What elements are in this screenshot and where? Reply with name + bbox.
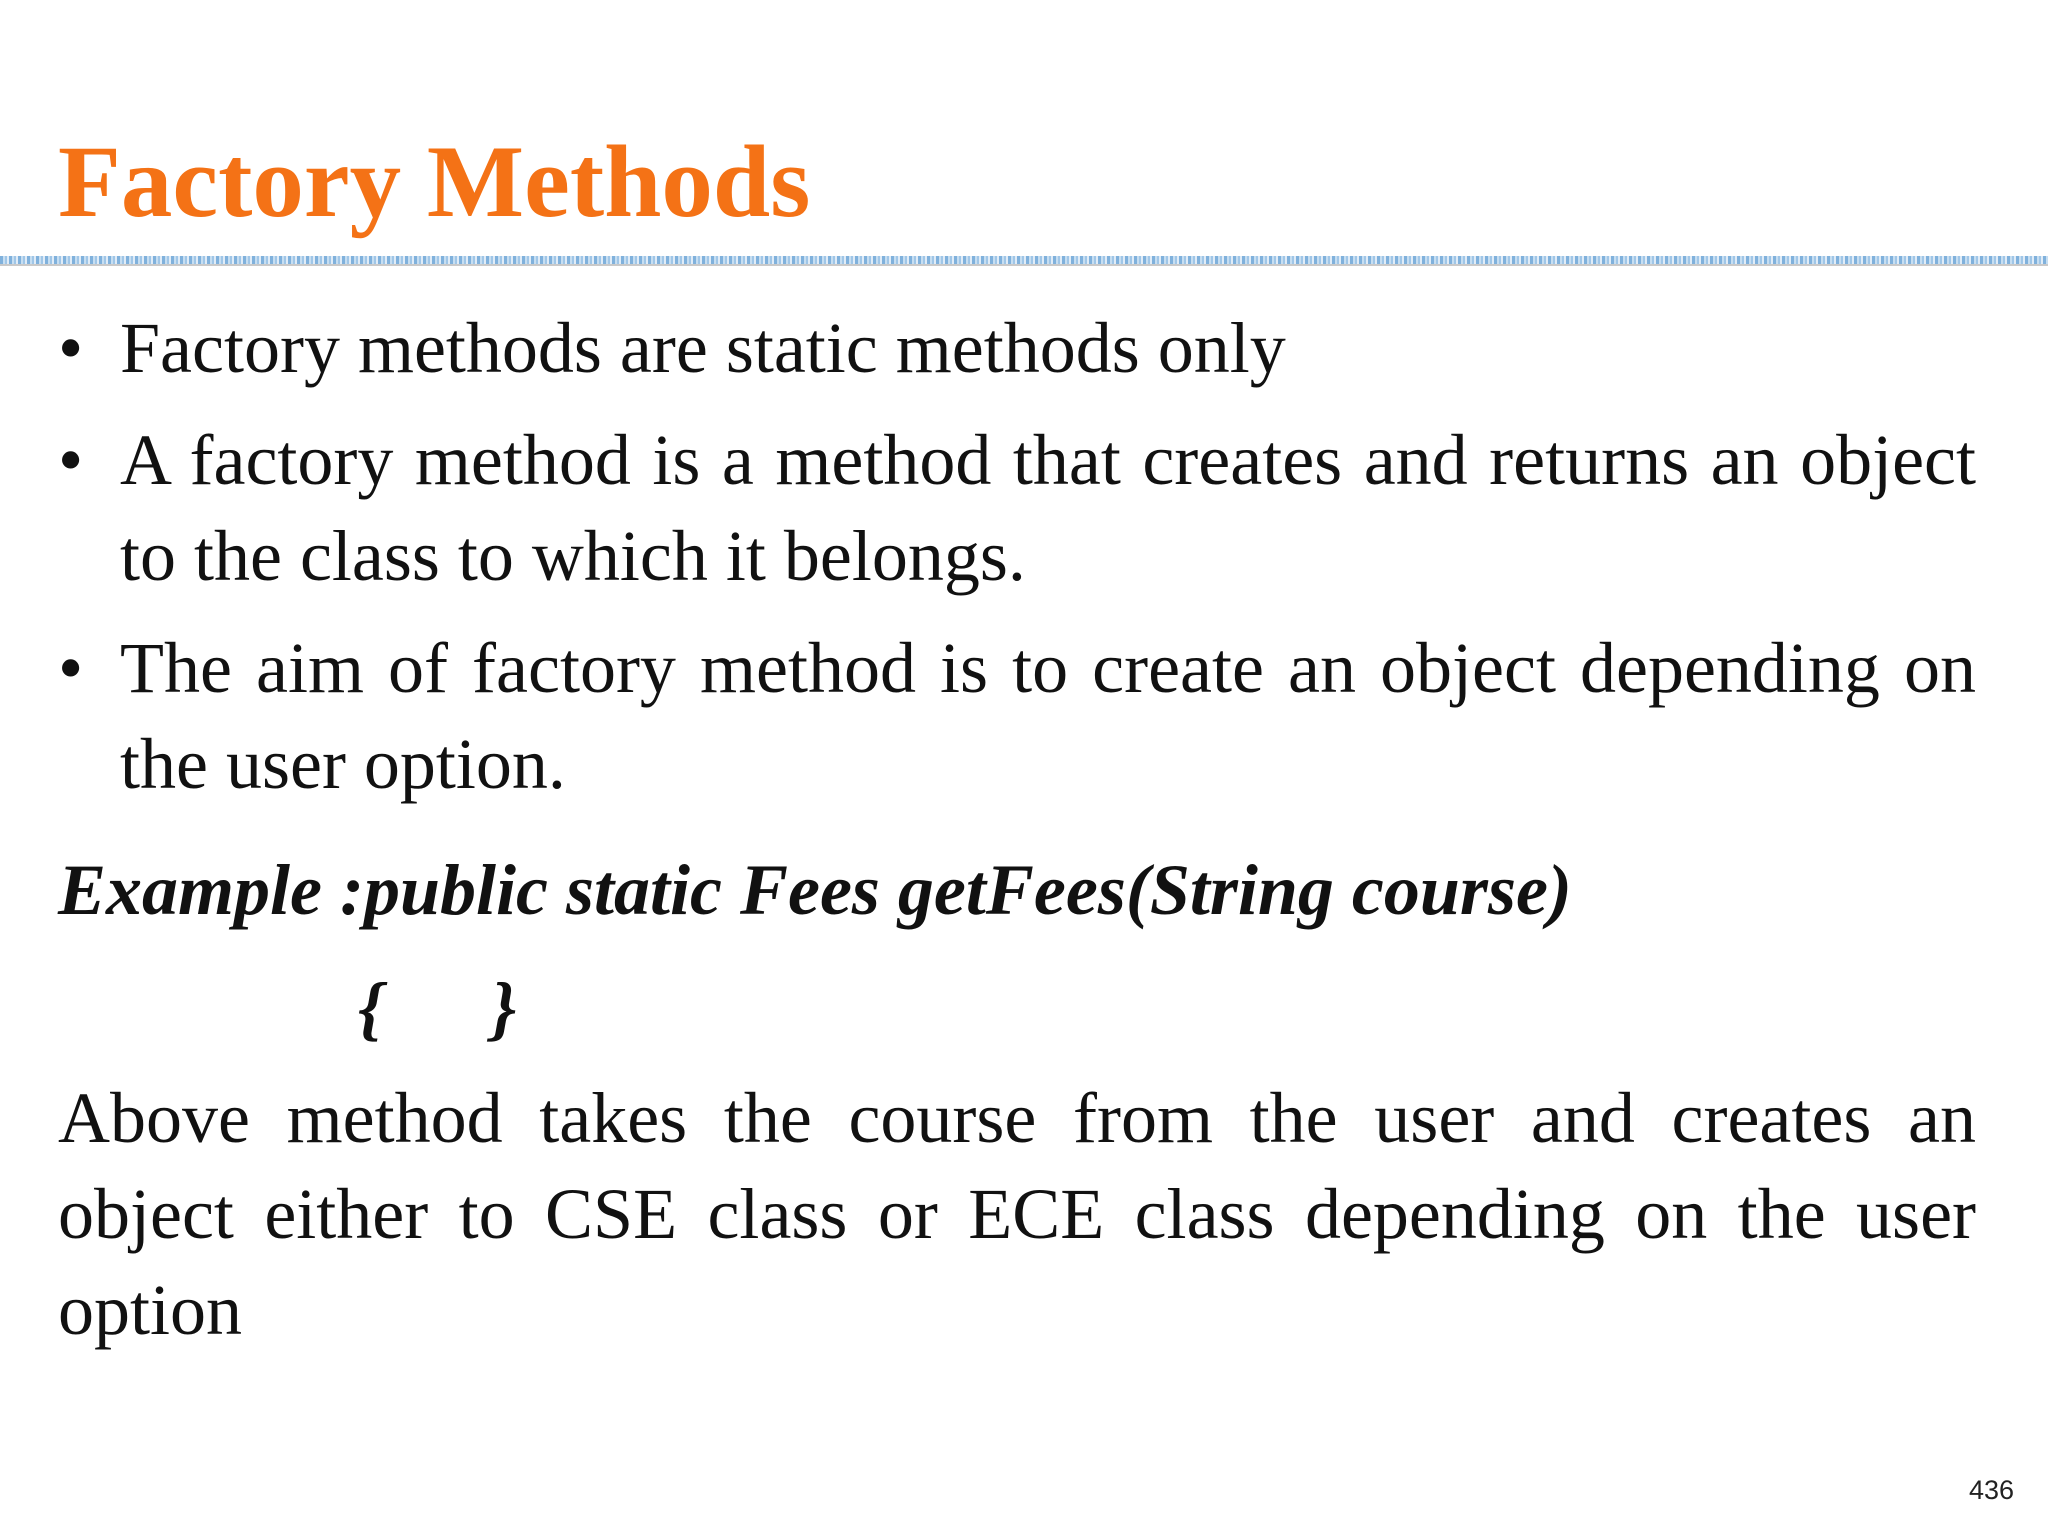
page-number: 436 bbox=[1968, 1475, 2014, 1505]
explanation-paragraph: Above method takes the course from the user and creates an object either to CSE class or ECE class depending on the user option bbox=[58, 1078, 1976, 1350]
title-divider-pattern bbox=[0, 256, 2048, 264]
bullet-text: Factory methods are static methods only bbox=[120, 308, 1286, 388]
bullet-marker: • bbox=[58, 308, 84, 388]
bullet-marker: • bbox=[58, 628, 84, 708]
slide-title: Factory Methods bbox=[58, 125, 811, 239]
bullet-item bbox=[58, 620, 1976, 812]
bullet-text: The aim of factory method is to create an object depending on the user option. bbox=[120, 628, 1976, 804]
bullet-list bbox=[58, 300, 1976, 828]
bullet-text: A factory method is a method that creates and returns an object to the class to which it belongs. bbox=[120, 420, 1976, 596]
bullet-item bbox=[58, 412, 1976, 604]
bullet-item bbox=[58, 300, 1976, 396]
example-signature: Example :public static Fees getFees(String course) bbox=[58, 850, 1572, 930]
example-braces: { } bbox=[358, 968, 517, 1048]
title-divider-line bbox=[0, 264, 2048, 266]
bullet-marker: • bbox=[58, 420, 84, 500]
